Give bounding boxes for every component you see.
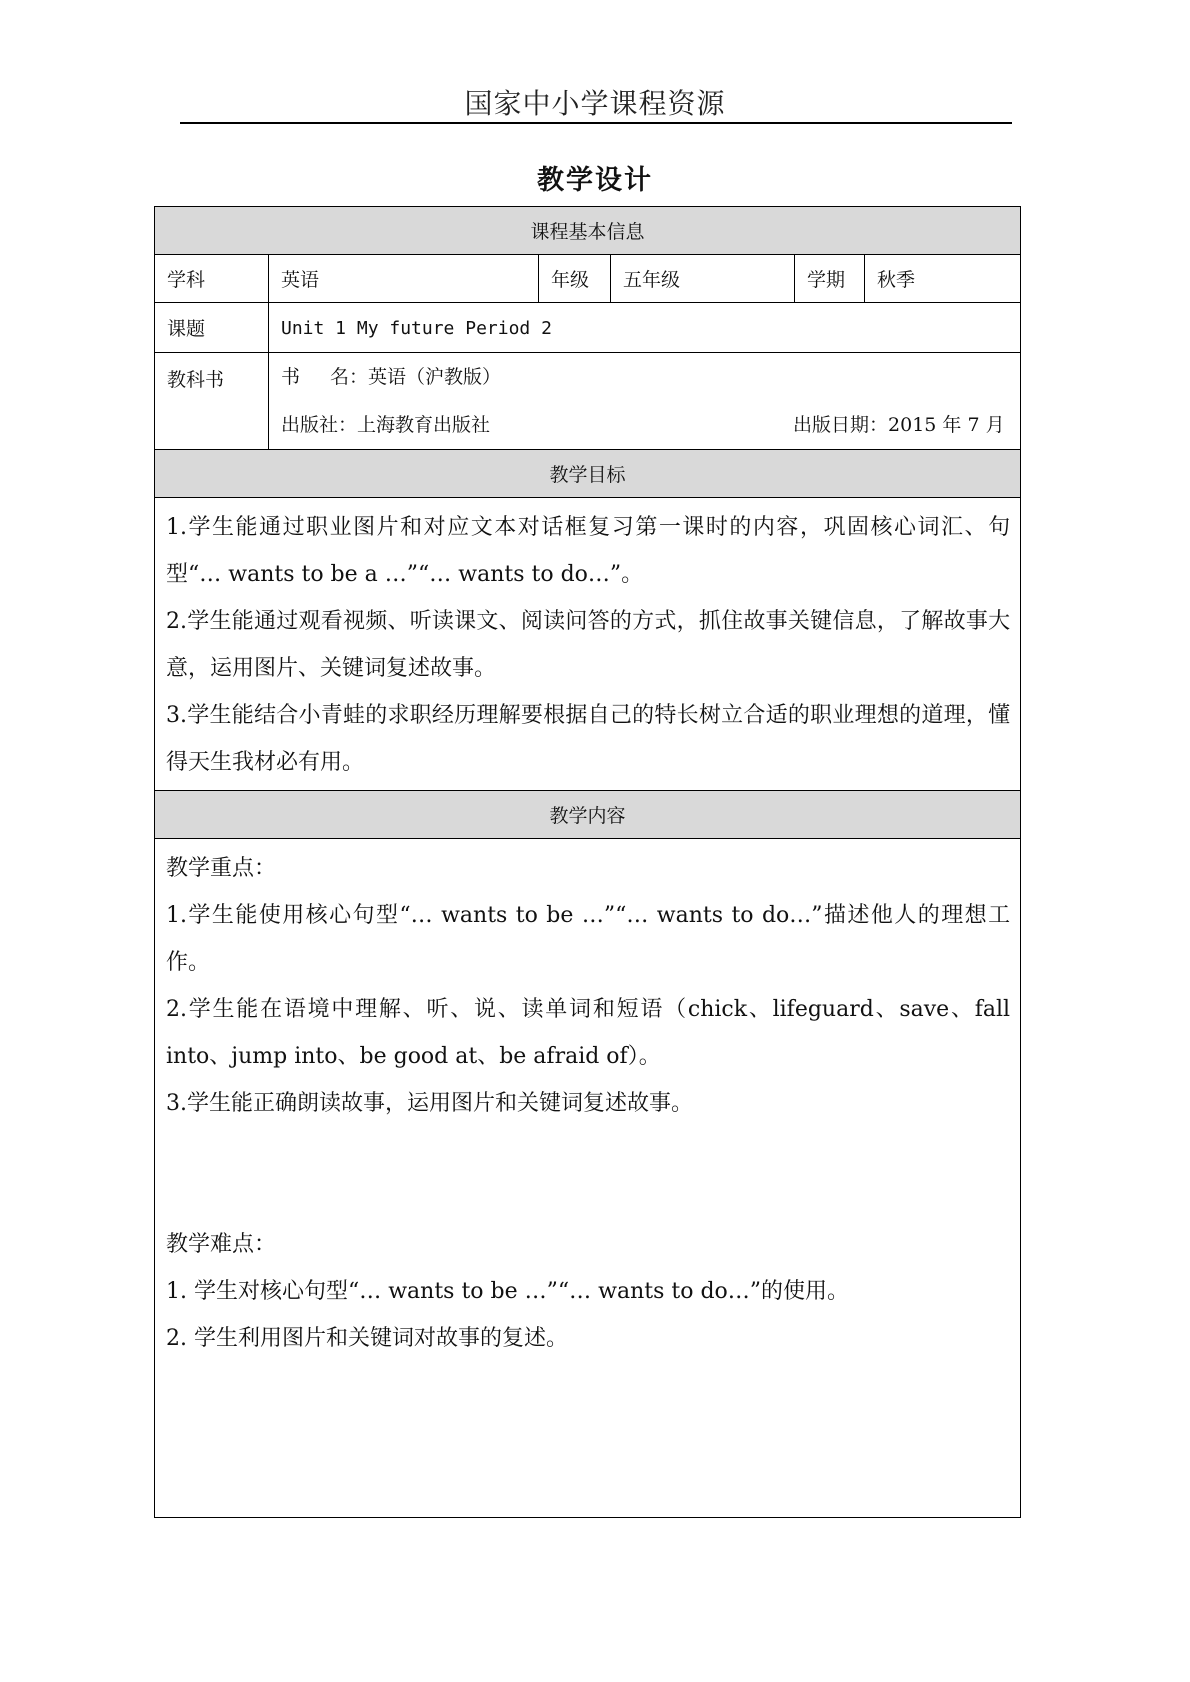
grade-label: 年级 [539, 255, 611, 303]
header-rule [180, 122, 1012, 124]
term-label: 学期 [795, 255, 865, 303]
term-value: 秋季 [865, 255, 1021, 303]
objective-item: 2.学生能通过观看视频、听读课文、阅读问答的方式，抓住故事关键信息，了解故事大意，运用图片、关键词复述故事。 [166, 609, 1011, 681]
textbook-info [269, 353, 1021, 450]
content-body [155, 839, 1021, 1518]
difficulty-item: 2. 学生利用图片和关键词对故事的复述。 [166, 1326, 568, 1351]
publish-date: 出版日期：2015 年 7 月 [793, 414, 1005, 436]
objectives-body [155, 498, 1021, 791]
key-point-item: 1.学生能使用核心句型“… wants to be …”“… wants to do…”描述他人的理想工作。 [166, 903, 1011, 975]
subject-value: 英语 [269, 255, 539, 303]
book-name-line: 书 名：英语（沪教版） [281, 366, 502, 388]
difficulty-item: 1. 学生对核心句型“… wants to be …”“… wants to do…”的使用。 [166, 1279, 850, 1304]
page-header: 国家中小学课程资源 [464, 87, 726, 120]
publisher-line: 出版社：上海教育出版社 出版日期：2015 年 7 月 [281, 401, 1020, 449]
section-basic-info: 课程基本信息 [155, 207, 1021, 255]
difficulties-title: 教学难点： [166, 1232, 277, 1257]
topic-value: Unit 1 My future Period 2 [269, 303, 1021, 353]
textbook-label: 教科书 [155, 353, 269, 450]
key-points-title: 教学重点： [166, 856, 277, 881]
lesson-plan-table [154, 206, 1021, 1518]
document-title: 教学设计 [537, 165, 653, 196]
objective-item: 1.学生能通过职业图片和对应文本对话框复习第一课时的内容，巩固核心词汇、句型“… wants to be a …”“… wants to do…”。 [166, 515, 1011, 587]
key-point-item: 3.学生能正确朗读故事，运用图片和关键词复述故事。 [166, 1091, 693, 1116]
objective-item: 3.学生能结合小青蛙的求职经历理解要根据自己的特长树立合适的职业理想的道理，懂得天生我材必有用。 [166, 703, 1011, 775]
key-point-item: 2.学生能在语境中理解、听、说、读单词和短语（chick、lifeguard、save、fall into、jump into、be good at、be afraid of）。 [166, 997, 1011, 1069]
topic-label: 课题 [155, 303, 269, 353]
section-objectives: 教学目标 [155, 450, 1021, 498]
section-content: 教学内容 [155, 791, 1021, 839]
subject-label: 学科 [155, 255, 269, 303]
grade-value: 五年级 [611, 255, 795, 303]
